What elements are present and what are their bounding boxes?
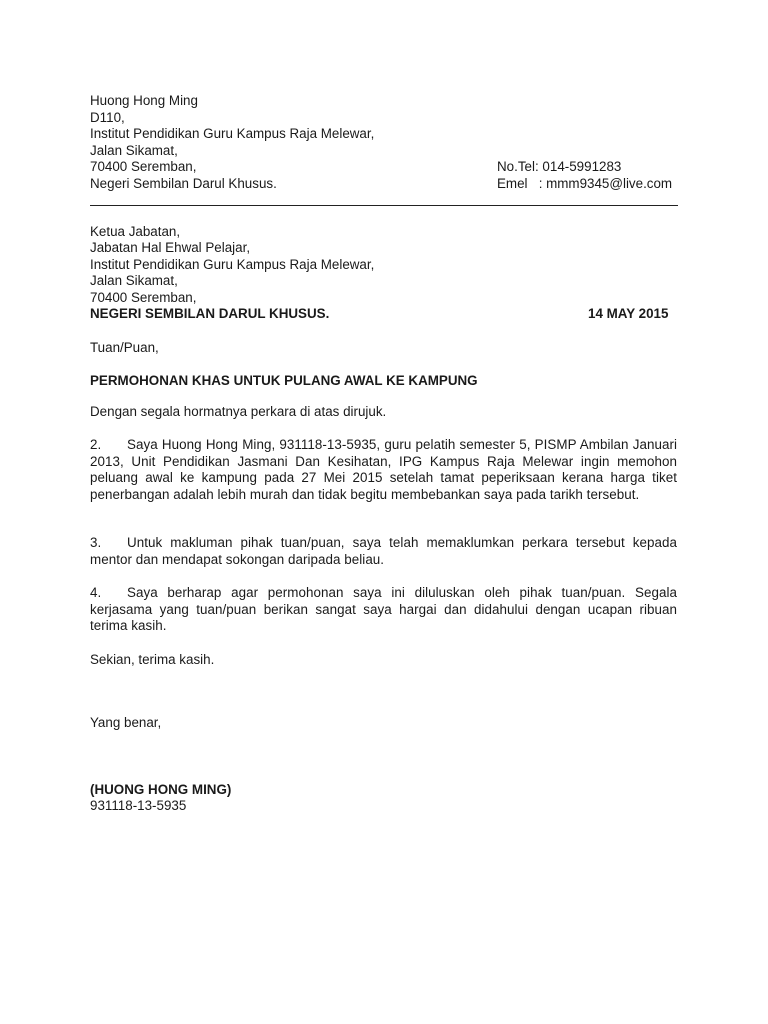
- salutation: Tuan/Puan,: [90, 340, 159, 355]
- paragraph-text: Saya Huong Hong Ming, 931118-13-5935, guru pelatih semester 5, PISMP Ambilan Januari 2013, Unit Pendidikan Jasmani Dan Kesihatan, IPG Kampus Raja Melewar ingin memohon peluang awal ke kampung pada 27 Mei 2015 setelah tamat peperiksaan kerana harga tiket penerbangan adalah lebih murah dan tidak begitu membebankan saya pada tarikh tersebut.: [90, 437, 677, 502]
- sender-room: D110,: [90, 110, 125, 125]
- recipient-title: Ketua Jabatan,: [90, 224, 181, 239]
- paragraph-2: [90, 437, 677, 503]
- paragraph-number: 4.: [90, 585, 102, 600]
- paragraph-text: Saya berharap agar permohonan saya ini diluluskan oleh pihak tuan/puan. Segala kerjasama yang tuan/puan berikan sangat saya hargai dan didahului dengan ucapan ribuan terima kasih.: [90, 585, 677, 634]
- recipient-city: 70400 Seremban,: [90, 290, 197, 305]
- phone-label: No.Tel:: [497, 159, 539, 174]
- sender-city: 70400 Seremban,: [90, 159, 197, 174]
- header-divider: [90, 205, 678, 206]
- sender-street: Jalan Sikamat,: [90, 143, 178, 158]
- opening-sentence: Dengan segala hormatnya perkara di atas dirujuk.: [90, 404, 387, 419]
- phone-line: [497, 159, 621, 176]
- sender-state: Negeri Sembilan Darul Khusus.: [90, 176, 277, 191]
- sign-off: Yang benar,: [90, 715, 162, 730]
- paragraph-text: Untuk makluman pihak tuan/puan, saya telah memaklumkan perkara tersebut kepada mentor dan mendapat sokongan daripada beliau.: [90, 535, 677, 567]
- signature-name: (HUONG HONG MING): [90, 782, 232, 797]
- recipient-institution: Institut Pendidikan Guru Kampus Raja Melewar,: [90, 257, 375, 272]
- sender-institution: Institut Pendidikan Guru Kampus Raja Melewar,: [90, 126, 375, 141]
- phone-number: 014-5991283: [542, 159, 622, 174]
- sender-name: Huong Hong Ming: [90, 93, 198, 108]
- recipient-state: NEGERI SEMBILAN DARUL KHUSUS.: [90, 306, 330, 321]
- recipient-department: Jabatan Hal Ehwal Pelajar,: [90, 240, 251, 255]
- paragraph-4: [90, 585, 677, 635]
- email-address: : mmm9345@live.com: [538, 176, 673, 191]
- paragraph-number: 3.: [90, 535, 102, 550]
- subject-line: PERMOHONAN KHAS UNTUK PULANG AWAL KE KAMPUNG: [90, 373, 478, 388]
- letter-date: 14 MAY 2015: [588, 306, 669, 321]
- closing-line: Sekian, terima kasih.: [90, 652, 215, 667]
- email-line: [497, 176, 672, 193]
- paragraph-3: [90, 535, 677, 568]
- signature-ic-number: 931118-13-5935: [90, 798, 187, 813]
- email-label: Emel: [497, 176, 528, 191]
- recipient-street: Jalan Sikamat,: [90, 273, 178, 288]
- paragraph-number: 2.: [90, 437, 102, 452]
